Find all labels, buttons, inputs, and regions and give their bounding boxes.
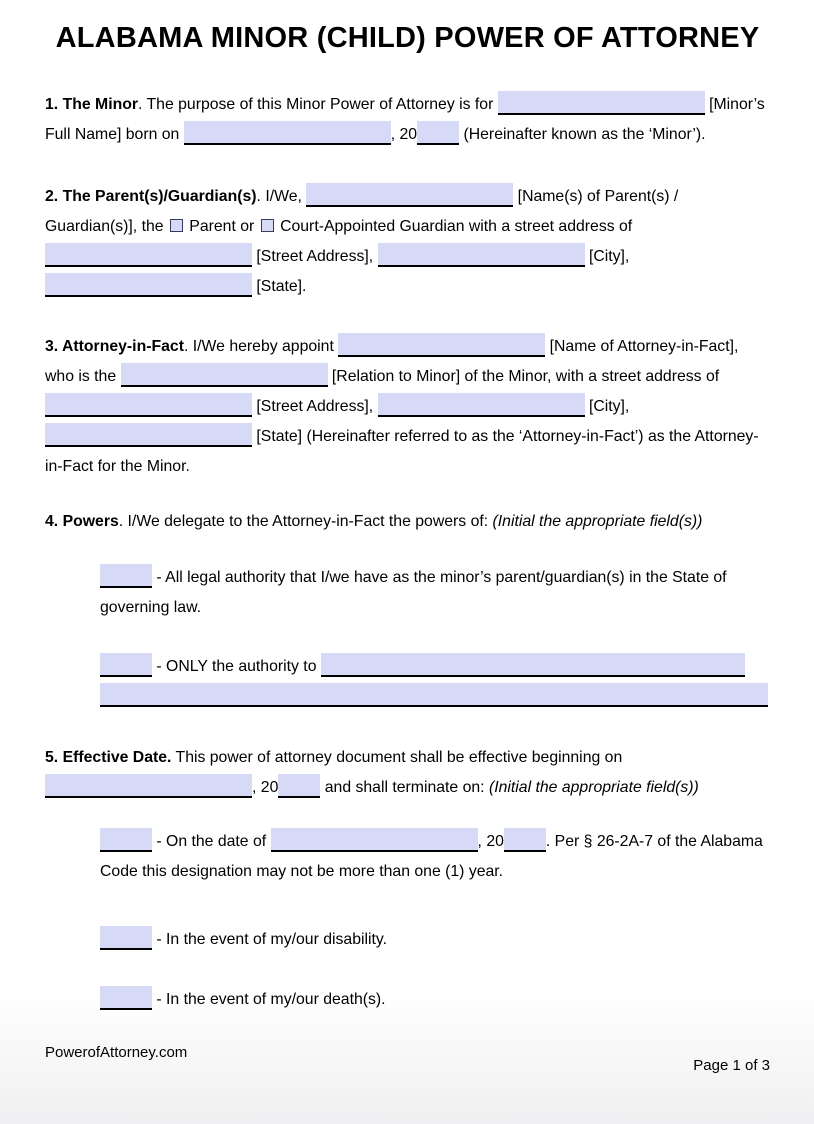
section-effective-heading: 5. Effective Date. [45, 749, 172, 766]
minor-name-label: [Minor’s Full Name] born on [45, 96, 765, 143]
disability-text: - In the event of my/our disability. [152, 931, 388, 948]
terminate-text: and shall terminate on: [320, 779, 489, 796]
section-minor [45, 90, 770, 150]
relation-label: [Relation to Minor] of the Minor, with a street address of [327, 368, 720, 385]
terminate-death-item [45, 985, 770, 1015]
only-authority-text: - ONLY the authority to [152, 658, 321, 675]
relation-to-minor-field[interactable] [121, 363, 328, 387]
only-authority-description-field-line2[interactable] [100, 683, 768, 707]
attorney-city-label: [City], [584, 398, 630, 415]
section-attorney-intro: . I/We hereby appoint [183, 338, 339, 355]
attorney-state-label: [State] (Hereinafter referred to as the ‘Attorney-in-Fact’) as the Attorney-in-Fact for the Minor. [45, 428, 759, 475]
section-parents-heading: 2. The Parent(s)/Guardian(s) [45, 188, 257, 205]
parent-state-label: [State]. [252, 278, 307, 295]
section-parents [45, 182, 770, 302]
parent-names-label: [Name(s) of Parent(s) / Guardian(s)], the [45, 188, 679, 235]
terminate-on-date-item [45, 827, 770, 887]
section-attorney-heading: 3. Attorney-in-Fact [45, 338, 184, 355]
powers-all-authority-item [45, 563, 770, 623]
page-title: ALABAMA MINOR (CHILD) POWER OF ATTORNEY [55, 22, 760, 54]
page-footer [45, 1043, 770, 1074]
section-powers-heading-line [45, 507, 770, 537]
birth-date-field[interactable] [184, 121, 391, 145]
section-minor-intro: . The purpose of this Minor Power of Attorney is for [138, 96, 498, 113]
effective-instruction: (Initial the appropriate field(s)) [488, 779, 699, 796]
powers-only-authority-item [45, 652, 770, 712]
parent-city-label: [City], [584, 248, 630, 265]
death-text: - In the event of my/our death(s). [152, 991, 386, 1008]
per-code-text: . Per § 26-2A-7 of the Alabama Code this designation may not be more than one (1) year. [100, 833, 763, 880]
attorney-state-field[interactable] [45, 423, 252, 447]
termination-year-prefix: , 20 [477, 833, 504, 850]
death-initials-field[interactable] [100, 986, 152, 1010]
attorney-city-field[interactable] [378, 393, 585, 417]
terminate-disability-item [45, 925, 770, 955]
all-authority-initials-field[interactable] [100, 564, 152, 588]
birth-year-prefix: , 20 [390, 126, 418, 143]
effective-date-field[interactable] [45, 774, 252, 798]
section-minor-heading: 1. The Minor [45, 96, 139, 113]
guardian-option-label: Court-Appointed Guardian with a street address of [275, 218, 633, 235]
on-date-text: - On the date of [152, 833, 271, 850]
section-powers-intro: . I/We delegate to the Attorney-in-Fact the powers of: [118, 513, 493, 530]
parent-names-field[interactable] [306, 183, 513, 207]
section-minor-outro: (Hereinafter known as the ‘Minor’). [459, 126, 706, 143]
effective-year-prefix: , 20 [252, 779, 279, 796]
website-text: PowerofAttorney.com [45, 1044, 188, 1061]
parent-checkbox[interactable] [170, 219, 183, 232]
effective-year-field[interactable] [278, 774, 320, 798]
parent-street-address-field[interactable] [45, 243, 252, 267]
all-authority-text: - All legal authority that I/we have as the minor’s parent/guardian(s) in the State of governing law. [100, 569, 727, 616]
parent-street-label: [Street Address], [252, 248, 378, 265]
section-powers-heading: 4. Powers [45, 513, 119, 530]
only-authority-description-field[interactable] [321, 653, 745, 677]
attorney-street-label: [Street Address], [252, 398, 378, 415]
section-effective-date [45, 743, 770, 803]
parent-state-field[interactable] [45, 273, 252, 297]
attorney-name-field[interactable] [338, 333, 545, 357]
section-attorney [45, 332, 770, 482]
disability-initials-field[interactable] [100, 926, 152, 950]
parent-option-label: Parent or [184, 218, 259, 235]
page-number: Page 1 of 3 [693, 1057, 770, 1074]
document-page [45, 20, 770, 1074]
attorney-name-label: [Name of Attorney-in-Fact], who is the [45, 338, 739, 385]
only-authority-initials-field[interactable] [100, 653, 152, 677]
section-effective-intro: This power of attorney document shall be effective beginning on [171, 749, 623, 766]
birth-year-field[interactable] [417, 121, 459, 145]
minor-name-field[interactable] [498, 91, 705, 115]
parent-city-field[interactable] [378, 243, 585, 267]
powers-instruction: (Initial the appropriate field(s)) [492, 513, 703, 530]
section-parents-intro: . I/We, [256, 188, 307, 205]
court-appointed-guardian-checkbox[interactable] [261, 219, 274, 232]
attorney-street-address-field[interactable] [45, 393, 252, 417]
termination-date-field[interactable] [271, 828, 478, 852]
terminate-date-initials-field[interactable] [100, 828, 152, 852]
termination-year-field[interactable] [504, 828, 546, 852]
